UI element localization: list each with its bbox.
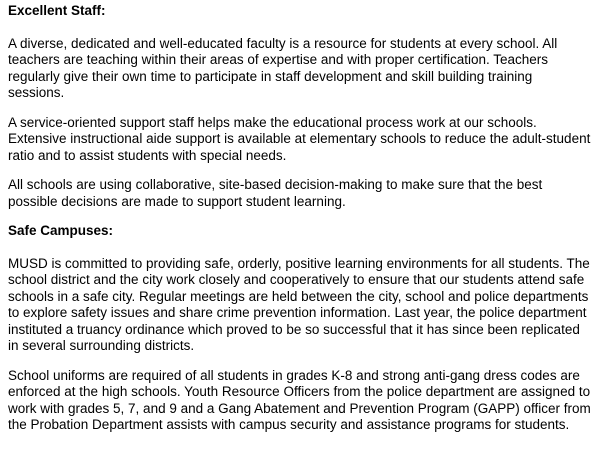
- paragraph-safe-environments: MUSD is committed to providing safe, orderly, positive learning environments for all students. The school district and the city work closely and cooperatively to ensure that our students attend safe schools in a safe city. Regular meetings are held between the city, school and police departments to explore safety issues and share crime prevention information. Last year, the police department instituted a truancy ordinance which proved to be so successful that it has since been replicated in several surrounding districts.: [8, 255, 590, 353]
- section-heading-excellent-staff: Excellent Staff:: [8, 3, 106, 18]
- section-heading-safe-campuses: Safe Campuses:: [8, 223, 114, 238]
- paragraph-uniforms: School uniforms are required of all students in grades K-8 and strong anti-gang dress codes are enforced at the high schools. Youth Resource Officers from the police department are assigned to work with grades 5, 7, and 9 and a Gang Abatement and Prevention Program (GAPP) officer from the Probation Department assists with campus security and assistance programs for students.: [8, 367, 591, 432]
- paragraph-faculty: A diverse, dedicated and well-educated faculty is a resource for students at every school. All teachers are teaching within their areas of expertise and with proper certification. Teachers regularly give their own time to participate in staff development and skill building training sessions.: [8, 35, 558, 100]
- paragraph-support-staff: A service-oriented support staff helps make the educational process work at our schools. Extensive instructional aide support is available at elementary schools to reduce the adult-student ratio and to assist students with special needs.: [8, 114, 591, 163]
- paragraph-decision-making: All schools are using collaborative, site-based decision-making to make sure that the best possible decisions are made to support student learning.: [8, 177, 543, 209]
